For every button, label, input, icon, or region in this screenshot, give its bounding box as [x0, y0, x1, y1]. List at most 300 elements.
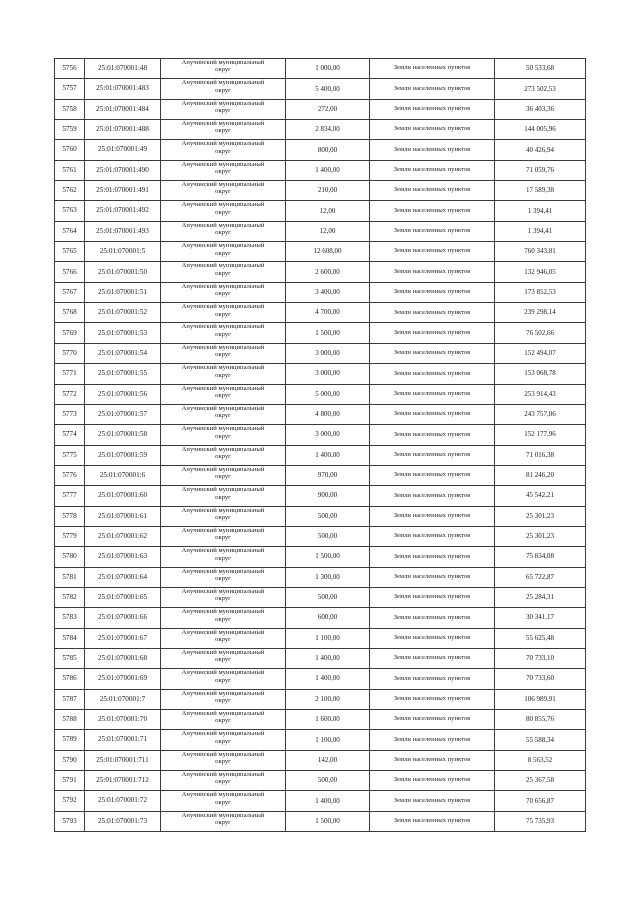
municipality-line-1: Анучинский муниципальный	[181, 303, 265, 311]
municipality-line-1: Анучинский муниципальный	[181, 282, 265, 290]
municipality-line-1: Анучинский муниципальный	[181, 791, 265, 799]
cadastral-number-cell: 25:01:070001:59	[85, 445, 161, 465]
land-category-cell: Земли населенных пунктов	[370, 242, 495, 262]
municipality-line-1: Анучинский муниципальный	[181, 181, 265, 189]
row-number-cell: 5775	[55, 445, 85, 465]
municipality-line-2: округ	[215, 554, 231, 562]
cadastral-number-cell: 25:01:070001:49	[85, 140, 161, 160]
municipality-line-2: округ	[215, 107, 231, 115]
land-category-cell: Земли населенных пунктов	[370, 404, 495, 424]
municipality-line-1: Анучинский муниципальный	[181, 79, 265, 87]
row-number-cell: 5793	[55, 811, 85, 831]
land-category-cell: Земли населенных пунктов	[370, 303, 495, 323]
row-number-cell: 5781	[55, 567, 85, 587]
row-number-cell: 5776	[55, 465, 85, 485]
table-row	[55, 771, 586, 791]
area-cell: 500,00	[286, 506, 370, 526]
area-cell: 210,00	[286, 181, 370, 201]
land-category-cell: Земли населенных пунктов	[370, 811, 495, 831]
row-number-cell: 5780	[55, 547, 85, 567]
table-row	[55, 384, 586, 404]
municipality-cell	[161, 303, 286, 323]
municipality-line-1: Анучинский муниципальный	[181, 242, 265, 250]
cadastral-number-cell: 25:01:070001:493	[85, 221, 161, 241]
land-category-cell: Земли населенных пунктов	[370, 445, 495, 465]
municipality-line-2: округ	[215, 249, 231, 257]
cadastral-value-cell: 81 246,20	[495, 465, 586, 485]
municipality-cell	[161, 181, 286, 201]
municipality-cell	[161, 730, 286, 750]
cadastral-value-cell: 1 394,41	[495, 201, 586, 221]
cadastral-value-cell: 1 394,41	[495, 221, 586, 241]
row-number-cell: 5789	[55, 730, 85, 750]
land-category-cell: Земли населенных пунктов	[370, 608, 495, 628]
table-row	[55, 506, 586, 526]
table-row	[55, 608, 586, 628]
municipality-line-2: округ	[215, 798, 231, 806]
land-category-cell: Земли населенных пунктов	[370, 506, 495, 526]
row-number-cell: 5762	[55, 181, 85, 201]
municipality-line-2: округ	[215, 412, 231, 420]
area-cell: 12,00	[286, 201, 370, 221]
area-cell: 1 400,00	[286, 160, 370, 180]
municipality-cell	[161, 160, 286, 180]
land-category-cell: Земли населенных пунктов	[370, 486, 495, 506]
area-cell: 3 000,00	[286, 343, 370, 363]
municipality-line-1: Анучинский муниципальный	[181, 648, 265, 656]
area-cell: 800,00	[286, 140, 370, 160]
area-cell: 500,00	[286, 771, 370, 791]
cadastral-number-cell: 25:01:070001:73	[85, 811, 161, 831]
row-number-cell: 5779	[55, 526, 85, 546]
area-cell: 2 100,00	[286, 689, 370, 709]
table-row	[55, 710, 586, 730]
municipality-cell	[161, 221, 286, 241]
municipality-line-1: Анучинский муниципальный	[181, 486, 265, 494]
cadastral-value-cell: 55 588,34	[495, 730, 586, 750]
land-category-cell: Земли населенных пунктов	[370, 221, 495, 241]
table-row	[55, 445, 586, 465]
municipality-cell	[161, 404, 286, 424]
land-category-cell: Земли населенных пунктов	[370, 140, 495, 160]
table-row	[55, 160, 586, 180]
municipality-line-2: округ	[215, 758, 231, 766]
cadastral-number-cell: 25:01:070001:483	[85, 79, 161, 99]
cadastral-number-cell: 25:01:070001:492	[85, 201, 161, 221]
municipality-line-2: округ	[215, 473, 231, 481]
municipality-cell	[161, 79, 286, 99]
table-row	[55, 750, 586, 770]
cadastral-number-cell: 25:01:070001:55	[85, 364, 161, 384]
table-row	[55, 730, 586, 750]
cadastral-number-cell: 25:01:070001:57	[85, 404, 161, 424]
area-cell: 12 608,00	[286, 242, 370, 262]
municipality-line-1: Анучинский муниципальный	[181, 710, 265, 717]
area-cell: 142,00	[286, 750, 370, 770]
municipality-cell	[161, 669, 286, 689]
row-number-cell: 5758	[55, 99, 85, 119]
area-cell: 3 000,00	[286, 425, 370, 445]
table-row	[55, 323, 586, 343]
table-row	[55, 526, 586, 546]
municipality-cell	[161, 587, 286, 607]
municipality-line-1: Анучинский муниципальный	[181, 689, 265, 697]
cadastral-number-cell: 25:01:070001:66	[85, 608, 161, 628]
table-body	[55, 59, 586, 832]
land-category-cell: Земли населенных пунктов	[370, 669, 495, 689]
municipality-line-1: Анучинский муниципальный	[181, 608, 265, 616]
cadastral-number-cell: 25:01:070001:50	[85, 262, 161, 282]
municipality-line-1: Анучинский муниципальный	[181, 221, 265, 229]
land-category-cell: Земли населенных пунктов	[370, 425, 495, 445]
area-cell: 4 800,00	[286, 404, 370, 424]
land-category-cell: Земли населенных пунктов	[370, 791, 495, 811]
municipality-cell	[161, 526, 286, 546]
municipality-line-2: округ	[215, 595, 231, 603]
cadastral-value-cell: 243 757,86	[495, 404, 586, 424]
table-row	[55, 242, 586, 262]
table-row	[55, 425, 586, 445]
municipality-cell	[161, 323, 286, 343]
table-row	[55, 669, 586, 689]
municipality-line-1: Анучинский муниципальный	[181, 526, 265, 534]
table-row	[55, 628, 586, 648]
table-row	[55, 221, 586, 241]
row-number-cell: 5778	[55, 506, 85, 526]
area-cell: 2 834,00	[286, 120, 370, 140]
row-number-cell: 5774	[55, 425, 85, 445]
cadastral-number-cell: 25:01:070001:5	[85, 242, 161, 262]
cadastral-value-cell: 75 834,08	[495, 547, 586, 567]
row-number-cell: 5772	[55, 384, 85, 404]
area-cell: 1 400,00	[286, 669, 370, 689]
cadastral-value-cell: 36 403,36	[495, 99, 586, 119]
cadastral-number-cell: 25:01:070001:58	[85, 425, 161, 445]
municipality-line-1: Анучинский муниципальный	[181, 567, 265, 575]
municipality-line-2: округ	[215, 432, 231, 440]
area-cell: 1 600,00	[286, 710, 370, 730]
cadastral-value-cell: 71 016,38	[495, 445, 586, 465]
land-category-cell: Земли населенных пунктов	[370, 648, 495, 668]
table-row	[55, 181, 586, 201]
cadastral-value-cell: 25 301,23	[495, 526, 586, 546]
municipality-line-1: Анучинский муниципальный	[181, 323, 265, 331]
cadastral-value-cell: 152 177,96	[495, 425, 586, 445]
cadastral-value-cell: 144 005,96	[495, 120, 586, 140]
area-cell: 1 300,00	[286, 567, 370, 587]
municipality-cell	[161, 364, 286, 384]
land-category-cell: Земли населенных пунктов	[370, 526, 495, 546]
municipality-cell	[161, 811, 286, 831]
row-number-cell: 5757	[55, 79, 85, 99]
municipality-line-2: округ	[215, 66, 231, 74]
cadastral-value-cell: 253 914,43	[495, 384, 586, 404]
land-category-cell: Земли населенных пунктов	[370, 771, 495, 791]
row-number-cell: 5768	[55, 303, 85, 323]
municipality-cell	[161, 384, 286, 404]
cadastral-number-cell: 25:01:070001:65	[85, 587, 161, 607]
area-cell: 1 100,00	[286, 730, 370, 750]
cadastral-value-cell: 132 946,05	[495, 262, 586, 282]
row-number-cell: 5782	[55, 587, 85, 607]
municipality-cell	[161, 547, 286, 567]
area-cell: 1 500,00	[286, 547, 370, 567]
table-row	[55, 303, 586, 323]
cadastral-value-cell: 239 298,14	[495, 303, 586, 323]
municipality-cell	[161, 689, 286, 709]
municipality-cell	[161, 791, 286, 811]
row-number-cell: 5766	[55, 262, 85, 282]
municipality-cell	[161, 506, 286, 526]
municipality-cell	[161, 608, 286, 628]
municipality-line-2: округ	[215, 147, 231, 155]
table-row	[55, 364, 586, 384]
row-number-cell: 5767	[55, 282, 85, 302]
municipality-cell	[161, 445, 286, 465]
municipality-cell	[161, 628, 286, 648]
cadastral-number-cell: 25:01:070001:71	[85, 730, 161, 750]
cadastral-value-cell: 55 625,48	[495, 628, 586, 648]
municipality-line-1: Анучинский муниципальный	[181, 587, 265, 595]
row-number-cell: 5764	[55, 221, 85, 241]
row-number-cell: 5785	[55, 648, 85, 668]
cadastral-value-cell: 40 426,94	[495, 140, 586, 160]
table-row	[55, 404, 586, 424]
municipality-line-1: Анучинский муниципальный	[181, 364, 265, 372]
municipality-cell	[161, 567, 286, 587]
land-category-cell: Земли населенных пунктов	[370, 587, 495, 607]
cadastral-value-cell: 760 343,81	[495, 242, 586, 262]
cadastral-number-cell: 25:01:070001:67	[85, 628, 161, 648]
land-category-cell: Земли населенных пунктов	[370, 323, 495, 343]
cadastral-number-cell: 25:01:070001:712	[85, 771, 161, 791]
land-category-cell: Земли населенных пунктов	[370, 628, 495, 648]
cadastral-value-cell: 70 733,60	[495, 669, 586, 689]
area-cell: 1 400,00	[286, 648, 370, 668]
area-cell: 12,00	[286, 221, 370, 241]
municipality-line-1: Анучинский муниципальный	[181, 99, 265, 107]
area-cell: 3 400,00	[286, 282, 370, 302]
municipality-line-2: округ	[215, 778, 231, 786]
municipality-line-2: округ	[215, 534, 231, 542]
municipality-cell	[161, 425, 286, 445]
municipality-line-1: Анучинский муниципальный	[181, 445, 265, 453]
cadastral-value-cell: 273 502,53	[495, 79, 586, 99]
municipality-line-2: округ	[215, 351, 231, 359]
area-cell: 5 400,00	[286, 79, 370, 99]
municipality-line-2: округ	[215, 636, 231, 644]
row-number-cell: 5788	[55, 710, 85, 730]
cadastral-number-cell: 25:01:070001:54	[85, 343, 161, 363]
cadastral-value-cell: 152 494,07	[495, 343, 586, 363]
row-number-cell: 5792	[55, 791, 85, 811]
municipality-line-1: Анучинский муниципальный	[181, 628, 265, 636]
municipality-line-1: Анучинский муниципальный	[181, 160, 265, 168]
cadastral-value-cell: 8 563,52	[495, 750, 586, 770]
cadastral-number-cell: 25:01:070001:61	[85, 506, 161, 526]
cadastral-number-cell: 25:01:070001:56	[85, 384, 161, 404]
municipality-line-2: округ	[215, 737, 231, 745]
land-category-cell: Земли населенных пунктов	[370, 343, 495, 363]
cadastral-number-cell: 25:01:070001:70	[85, 710, 161, 730]
cadastral-value-cell: 106 989,91	[495, 689, 586, 709]
table-row	[55, 465, 586, 485]
table-row	[55, 79, 586, 99]
municipality-line-2: округ	[215, 615, 231, 623]
municipality-line-2: округ	[215, 330, 231, 338]
municipality-line-1: Анучинский муниципальный	[181, 262, 265, 270]
municipality-line-1: Анучинский муниципальный	[181, 547, 265, 555]
land-category-cell: Земли населенных пунктов	[370, 364, 495, 384]
municipality-line-2: округ	[215, 656, 231, 664]
municipality-line-2: округ	[215, 513, 231, 521]
municipality-cell	[161, 486, 286, 506]
area-cell: 5 000,00	[286, 384, 370, 404]
cadastral-number-cell: 25:01:070001:64	[85, 567, 161, 587]
cadastral-value-cell: 45 542,21	[495, 486, 586, 506]
area-cell: 500,00	[286, 526, 370, 546]
area-cell: 2 600,00	[286, 262, 370, 282]
table-row	[55, 486, 586, 506]
municipality-line-2: округ	[215, 229, 231, 237]
row-number-cell: 5784	[55, 628, 85, 648]
table-row	[55, 99, 586, 119]
municipality-line-2: округ	[215, 188, 231, 196]
row-number-cell: 5769	[55, 323, 85, 343]
land-category-cell: Земли населенных пунктов	[370, 710, 495, 730]
cadastral-value-cell: 70 656,87	[495, 791, 586, 811]
land-category-cell: Земли населенных пунктов	[370, 120, 495, 140]
area-cell: 900,00	[286, 486, 370, 506]
municipality-line-1: Анучинский муниципальный	[181, 465, 265, 473]
land-category-cell: Земли населенных пунктов	[370, 384, 495, 404]
municipality-cell	[161, 710, 286, 730]
row-number-cell: 5777	[55, 486, 85, 506]
municipality-line-2: округ	[215, 127, 231, 135]
municipality-cell	[161, 59, 286, 79]
land-category-cell: Земли населенных пунктов	[370, 181, 495, 201]
cadastral-number-cell: 25:01:070001:69	[85, 669, 161, 689]
area-cell: 1 400,00	[286, 445, 370, 465]
cadastral-value-cell: 76 502,66	[495, 323, 586, 343]
row-number-cell: 5786	[55, 669, 85, 689]
area-cell: 1 100,00	[286, 628, 370, 648]
land-category-cell: Земли населенных пунктов	[370, 99, 495, 119]
cadastral-value-cell: 80 855,76	[495, 710, 586, 730]
table-row	[55, 689, 586, 709]
cadastral-number-cell: 25:01:070001:63	[85, 547, 161, 567]
cadastral-number-cell: 25:01:070001:7	[85, 689, 161, 709]
row-number-cell: 5763	[55, 201, 85, 221]
municipality-line-1: Анучинский муниципальный	[181, 59, 265, 66]
table-row	[55, 343, 586, 363]
municipality-cell	[161, 262, 286, 282]
cadastral-value-cell: 30 341,17	[495, 608, 586, 628]
land-category-cell: Земли населенных пунктов	[370, 201, 495, 221]
area-cell: 600,00	[286, 608, 370, 628]
municipality-line-2: округ	[215, 676, 231, 684]
cadastral-number-cell: 25:01:070001:484	[85, 99, 161, 119]
municipality-cell	[161, 465, 286, 485]
municipality-line-1: Анучинский муниципальный	[181, 120, 265, 128]
municipality-line-2: округ	[215, 310, 231, 318]
table-row	[55, 811, 586, 831]
municipality-line-2: округ	[215, 452, 231, 460]
cadastral-value-cell: 71 059,76	[495, 160, 586, 180]
row-number-cell: 5759	[55, 120, 85, 140]
municipality-line-1: Анучинский муниципальный	[181, 343, 265, 351]
municipality-line-2: округ	[215, 575, 231, 582]
row-number-cell: 5790	[55, 750, 85, 770]
municipality-line-1: Анучинский муниципальный	[181, 506, 265, 514]
municipality-line-1: Анучинский муниципальный	[181, 140, 265, 148]
area-cell: 4 700,00	[286, 303, 370, 323]
cadastral-number-cell: 25:01:070001:62	[85, 526, 161, 546]
cadastral-number-cell: 25:01:070001:60	[85, 486, 161, 506]
municipality-line-2: округ	[215, 697, 231, 705]
municipality-line-1: Анучинский муниципальный	[181, 750, 265, 758]
land-category-cell: Земли населенных пунктов	[370, 465, 495, 485]
row-number-cell: 5773	[55, 404, 85, 424]
cadastral-number-cell: 25:01:070001:53	[85, 323, 161, 343]
land-registry-table	[54, 58, 586, 832]
municipality-cell	[161, 201, 286, 221]
area-cell: 1 400,00	[286, 791, 370, 811]
municipality-line-2: округ	[215, 86, 231, 94]
row-number-cell: 5770	[55, 343, 85, 363]
land-category-cell: Земли населенных пунктов	[370, 282, 495, 302]
table-row	[55, 262, 586, 282]
table-row	[55, 59, 586, 79]
area-cell: 1 000,00	[286, 59, 370, 79]
municipality-line-1: Анучинский муниципальный	[181, 771, 265, 779]
land-category-cell: Земли населенных пунктов	[370, 730, 495, 750]
area-cell: 1 500,00	[286, 811, 370, 831]
municipality-line-2: округ	[215, 493, 231, 501]
municipality-line-2: округ	[215, 269, 231, 277]
land-category-cell: Земли населенных пунктов	[370, 567, 495, 587]
table-row	[55, 567, 586, 587]
municipality-cell	[161, 343, 286, 363]
area-cell: 500,00	[286, 587, 370, 607]
cadastral-number-cell: 25:01:070001:48	[85, 59, 161, 79]
municipality-line-1: Анучинский муниципальный	[181, 201, 265, 209]
municipality-cell	[161, 120, 286, 140]
land-category-cell: Земли населенных пунктов	[370, 750, 495, 770]
municipality-line-1: Анучинский муниципальный	[181, 404, 265, 412]
municipality-line-2: округ	[215, 819, 231, 827]
cadastral-value-cell: 70 733,10	[495, 648, 586, 668]
land-category-cell: Земли населенных пунктов	[370, 59, 495, 79]
cadastral-value-cell: 17 589,38	[495, 181, 586, 201]
table-row	[55, 791, 586, 811]
municipality-cell	[161, 771, 286, 791]
cadastral-value-cell: 75 735,93	[495, 811, 586, 831]
cadastral-number-cell: 25:01:070001:72	[85, 791, 161, 811]
municipality-line-2: округ	[215, 391, 231, 399]
cadastral-value-cell: 153 068,78	[495, 364, 586, 384]
row-number-cell: 5760	[55, 140, 85, 160]
cadastral-value-cell: 25 301,23	[495, 506, 586, 526]
cadastral-value-cell: 50 533,68	[495, 59, 586, 79]
cadastral-number-cell: 25:01:070001:711	[85, 750, 161, 770]
area-cell: 1 500,00	[286, 323, 370, 343]
cadastral-value-cell: 25 367,58	[495, 771, 586, 791]
cadastral-number-cell: 25:01:070001:491	[85, 181, 161, 201]
municipality-cell	[161, 242, 286, 262]
land-category-cell: Земли населенных пунктов	[370, 79, 495, 99]
land-category-cell: Земли населенных пунктов	[370, 262, 495, 282]
